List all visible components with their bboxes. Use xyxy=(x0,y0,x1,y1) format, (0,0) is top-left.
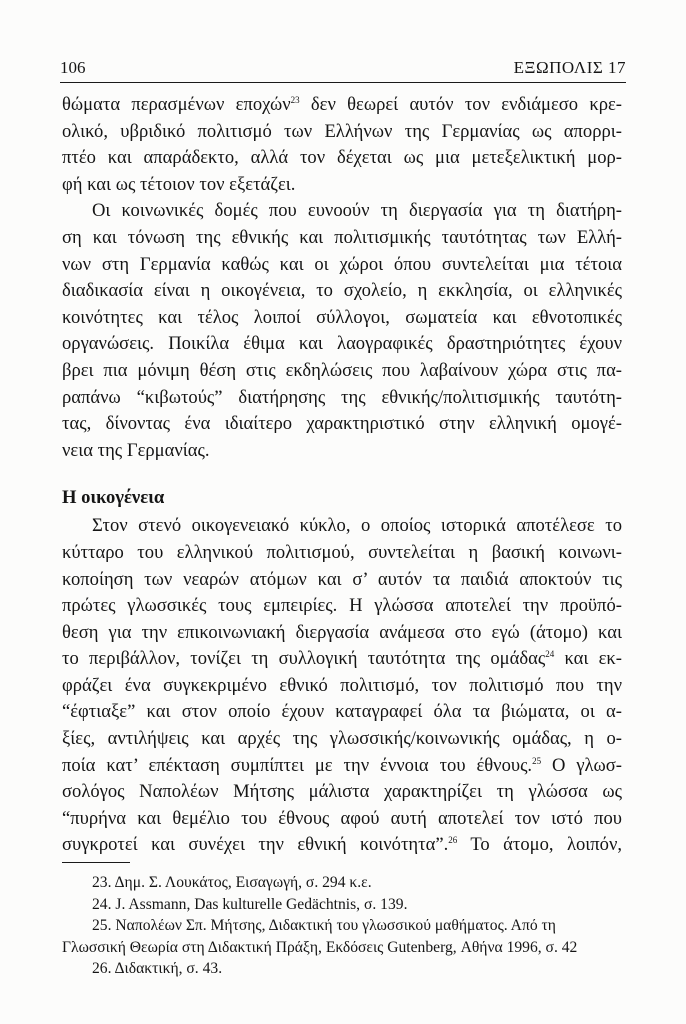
footnote-continuation: Γλωσσική Θεωρία στη Διδακτική Πράξη, Εκδόσεις Gutenberg, Αθήνα 1996, σ. 42 xyxy=(62,938,578,956)
text-span: θώματα περασμένων εποχών xyxy=(62,94,291,115)
text-span: και εκ- xyxy=(554,648,622,670)
footnote-divider xyxy=(62,862,130,863)
text-line: νεια της Γερμανίας. xyxy=(62,439,210,461)
text-line: σολόγος Ναπολέων Μήτσης μάλιστα χαρακτηρίζει τη γλώσσα ως xyxy=(62,781,622,803)
section-heading: Η οικογένεια xyxy=(62,487,165,509)
page-number: 106 xyxy=(60,58,86,77)
text-span: το περιβάλλον, τονίζει τη συλλογική ταυτότητα της ομάδας xyxy=(62,648,546,670)
text-line: Οι κοινωνικές δομές που ευνοούν τη διεργασία για τη διατήρη- xyxy=(92,200,622,222)
text-line: Στον στενό οικογενειακό κύκλο, ο οποίος ιστορικά αποτέλεσε το xyxy=(92,515,622,537)
text-line: φή και ως τέτοιον τον εξετάζει. xyxy=(62,173,296,195)
footnote-ref: 23 xyxy=(290,95,300,105)
text-span: Το άτομο, λοιπόν, xyxy=(457,834,623,856)
text-line: “πυρήνα και θεμέλιο του έθνους αφού αυτή αποτελεί τον ιστό που xyxy=(62,807,622,829)
text-line: “έφτιαξε” και στον οποίο έχουν καταγραφεί όλα τα βιώματα, οι α- xyxy=(62,701,622,723)
text-line xyxy=(62,832,622,859)
text-line xyxy=(62,753,622,780)
footnote: 24. J. Assmann, Das kulturelle Gedächtnis, σ. 139. xyxy=(92,895,408,913)
text-line: ραπάνω “κιβωτούς” διατήρησης της εθνικής/πολιτισμικής ταυτότη- xyxy=(62,386,622,408)
text-span: συγκροτεί και συνέχει την εθνική κοινότητα”. xyxy=(62,834,449,856)
text-line: κύτταρο του ελληνικού πολιτισμού, συντελείται η βασική κοινωνι- xyxy=(62,541,622,563)
footnote: 25. Ναπολέων Σπ. Μήτσης, Διδακτική του γλωσσικού μαθήματος. Από τη xyxy=(92,917,556,934)
text-line: πρώτες γλωσσικές τους εμπειρίες. Η γλώσσα αποτελεί την προϋπό- xyxy=(62,595,622,617)
footnote: 23. Δημ. Σ. Λουκάτος, Εισαγωγή, σ. 294 κ.ε. xyxy=(92,874,372,891)
body-text xyxy=(62,92,622,859)
text-line: θεση για την επικοινωνιακή διεργασία ανάμεσα στο εγώ (άτομο) και xyxy=(62,621,622,643)
text-line xyxy=(62,646,622,673)
text-line: βρει πια μόνιμη θέση στις εκδηλώσεις που λαβαίνουν χώρα στις πα- xyxy=(62,359,622,381)
footnote: 26. Διδακτική, σ. 43. xyxy=(92,960,223,977)
text-line: ολικό, υβριδικό πολιτισμό των Ελλήνων της Γερμανίας ως απορρι- xyxy=(62,120,622,142)
text-line: φράζει ένα συγκεκριμένο εθνικό πολιτισμό, τον πολιτισμό που την xyxy=(62,674,622,696)
footnote-ref: 26 xyxy=(448,835,458,846)
text-line: ξίες, αντιλήψεις και αρχές της γλωσσικής/κοινωνικής ομάδας, η ο- xyxy=(62,728,622,750)
paragraph xyxy=(62,513,622,859)
footnote-ref: 25 xyxy=(532,755,542,766)
text-line: διαδικασία είναι η οικογένεια, το σχολείο, η εκκλησία, οι ελληνικές xyxy=(62,280,622,302)
text-line: ση και τόνωση της εθνικής και πολιτισμικής ταυτότητας των Ελλή- xyxy=(62,226,622,248)
text-line: κοινότητες και τέλος λοιποί σύλλογοι, σωματεία και εθνοτοπικές xyxy=(62,306,622,328)
paragraph xyxy=(62,92,622,198)
text-line: νων στη Γερμανία καθώς και οι χώροι όπου συντελείται μια τέτοια xyxy=(62,253,622,275)
text-line xyxy=(62,92,622,119)
text-line: πτέο και απαράδεκτο, αλλά τον δέχεται ως μια μετεξελικτική μορ- xyxy=(62,147,622,169)
text-line: κοποίηση των νεαρών ατόμων και σ’ αυτόν τα παιδιά αποκτούν τις xyxy=(62,568,622,590)
footnotes xyxy=(62,872,622,980)
text-line: οργανώσεις. Ποικίλα έθιμα και λαογραφικές δραστηριότητες έχουν xyxy=(62,333,622,355)
footnote-ref: 24 xyxy=(545,649,555,660)
page-header xyxy=(60,58,626,83)
paragraph xyxy=(62,198,622,464)
text-line: τας, δίνοντας ένα ιδιαίτερο χαρακτηριστικό στην ελληνική ομογέ- xyxy=(62,413,622,435)
text-span: Ο γλωσ- xyxy=(541,754,623,776)
running-head: ΕΞΩΠΟΛΙΣ 17 xyxy=(513,58,626,77)
text-span: ποία κατ’ επέκταση συμπίπτει με την έννοια του έθνους. xyxy=(62,754,533,776)
text-span: δεν θεωρεί αυτόν τον ενδιάμεσο κρε- xyxy=(299,94,622,115)
